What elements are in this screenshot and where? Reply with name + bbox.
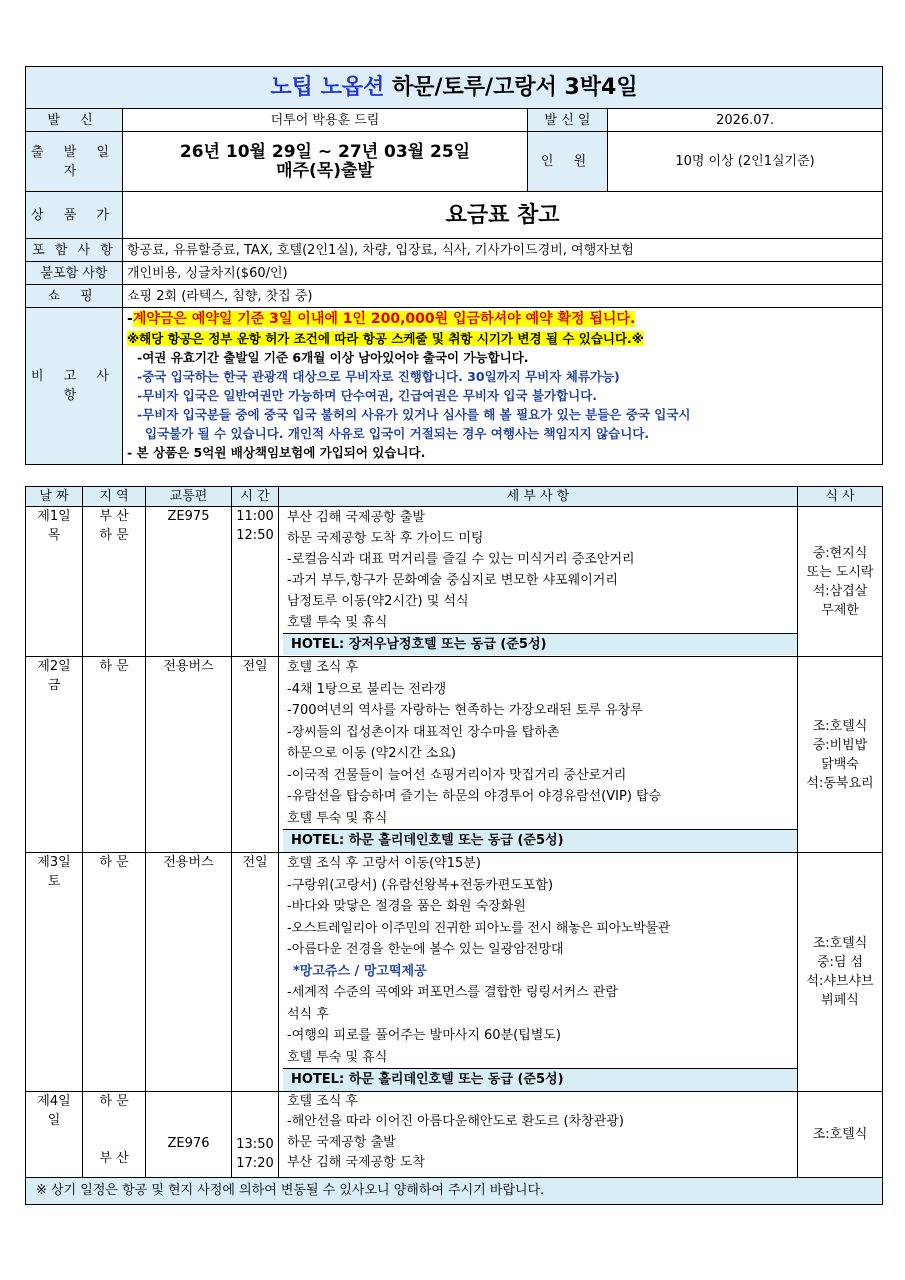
detail-line: -세계적 수준의 곡예와 퍼포먼스를 결합한 링링서커스 관람 [287, 985, 618, 1000]
day-cell [26, 1091, 83, 1177]
detail-line: 호텔 조식 후 고랑서 이동(약15분) [287, 856, 481, 871]
remark-deposit [127, 310, 878, 329]
remark-entry-denial: -무비자 입국분들 중에 중국 입국 불허의 사유가 있거나 심사를 해 볼 필요가 있는 분들은 중국 입국시 [137, 407, 691, 422]
info-table [25, 66, 883, 465]
region: 하 문 [99, 1093, 129, 1109]
day-number: 제1일 [37, 509, 71, 524]
meal: 석:샤브샤브 [806, 973, 874, 989]
people-value: 10명 이상 (2인1실기준) [608, 132, 883, 192]
region-cell [83, 1091, 146, 1177]
remark-passport: -여권 유효기간 출발일 기준 6개월 이상 남아있어야 출국이 가능합니다. [137, 350, 529, 365]
price-label: 상 품 가 [26, 192, 123, 239]
detail-line: -로컬음식과 대표 먹거리를 즐길 수 있는 미식거리 증조안거리 [287, 552, 635, 567]
region-cell: 하 문 [83, 853, 146, 1092]
meal-cell [798, 657, 883, 853]
departure-weekly: 매주(목)출발 [276, 160, 374, 181]
people-label: 인 원 [528, 132, 608, 192]
day-cell [26, 657, 83, 853]
detail-line: 호텔 투숙 및 휴식 [287, 810, 388, 826]
day-row-1 [26, 507, 883, 657]
meal: 중:현지식 [812, 545, 868, 561]
day-cell [26, 853, 83, 1092]
day-weekday: 금 [47, 678, 61, 693]
time: 17:20 [236, 1155, 274, 1171]
details-cell [279, 657, 798, 853]
meal: 중:딤 섬 [816, 954, 864, 970]
header-day: 날 짜 [26, 487, 83, 507]
day-weekday: 토 [47, 874, 61, 889]
day-row-2 [26, 657, 883, 853]
meal: 석:삼겹살 [812, 583, 868, 599]
detail-line: -여행의 피로를 풀어주는 발마사지 60분(팁별도) [287, 1028, 561, 1043]
detail-line: 호텔 투숙 및 휴식 [287, 1049, 388, 1065]
remark-dash: - [127, 311, 133, 327]
remark-flight-notice: ※해당 항공은 정부 운항 허가 조건에 따라 항공 스케줄 및 취항 시기가 변경 될 수 있습니다.※ [127, 331, 644, 346]
hotel-line: HOTEL: 장저우남정호텔 또는 동급 (준5성) [283, 633, 797, 655]
detail-line: -바다와 맞닿은 절경을 품은 화원 숙장화원 [287, 899, 526, 914]
exclude-value: 개인비용, 싱글차지($60/인) [123, 262, 883, 285]
detail-line: -유람선을 탑승하며 즐기는 하문의 야경투어 야경유람선(VIP) 탑승 [287, 789, 662, 804]
schedule-table [25, 486, 883, 1205]
day-weekday: 목 [47, 528, 61, 543]
detail-line: -4채 1탕으로 불리는 전라갱 [287, 681, 447, 697]
title-main: 하문/토루/고랑서 3박4일 [392, 75, 638, 100]
day-number: 제2일 [37, 659, 71, 674]
meal: 닭백숙 [821, 756, 859, 772]
detail-line: 호텔 조식 후 [287, 660, 359, 675]
header-meal: 식 사 [798, 487, 883, 507]
detail-line: 부산 김해 국제공항 출발 [287, 510, 425, 525]
meal: 무제한 [821, 602, 859, 618]
remarks-label: 비 고 사 항 [26, 308, 123, 465]
departure-dates: 26년 10월 29일 ~ 27년 03월 25일 [179, 141, 471, 162]
detail-line: 부산 김해 국제공항 도착 [287, 1155, 425, 1170]
remark-insurance: - 본 상품은 5억원 배상책임보험에 가입되어 있습니다. [127, 445, 426, 460]
time: 12:50 [236, 528, 274, 543]
detail-line: -해안선을 따라 이어진 아름다운해안도로 환도르 (차창관광) [287, 1114, 624, 1129]
time-cell [232, 507, 279, 657]
day-cell [26, 507, 83, 657]
include-value: 항공료, 유류할증료, TAX, 호텔(2인1실), 차량, 입장료, 식사, 기사가이드경비, 여행자보험 [123, 239, 883, 262]
detail-line: 하문 국제공항 도착 후 가이드 미팅 [287, 531, 484, 546]
meal-cell [798, 507, 883, 657]
meal: 조:호텔식 [812, 935, 868, 951]
send-date-value: 2026.07. [608, 109, 883, 132]
exclude-label: 불포함 사항 [26, 262, 123, 285]
detail-line: 호텔 조식 후 [287, 1093, 359, 1109]
hotel-line: HOTEL: 하문 홀리데인호텔 또는 동급 (준5성) [283, 1068, 797, 1091]
region-cell: 하 문 [83, 657, 146, 853]
sender-label: 발 신 [26, 109, 123, 132]
detail-line: 석식 후 [287, 1006, 329, 1022]
header-transport: 교통편 [146, 487, 232, 507]
title-prefix: 노팁 노옵션 [270, 75, 385, 100]
time: 11:00 [236, 509, 274, 524]
day-number: 제3일 [37, 855, 71, 870]
header-details: 세 부 사 항 [279, 487, 798, 507]
detail-line: -700여년의 역사를 자랑하는 현족하는 가장오래된 토루 유창루 [287, 703, 643, 718]
shopping-label: 쇼 핑 [26, 285, 123, 308]
remarks-block [123, 308, 883, 465]
time-cell [232, 1091, 279, 1177]
transport-cell: ZE975 [146, 507, 232, 657]
meal: 또는 도시락 [806, 564, 874, 580]
day-weekday: 일 [47, 1112, 61, 1128]
meal: 뷔페식 [821, 992, 859, 1008]
detail-line: 하문으로 이동 (약2시간 소요) [287, 746, 456, 761]
transport-cell: 전용버스 [146, 657, 232, 853]
header-region: 지 역 [83, 487, 146, 507]
region: 부 산 [99, 1150, 129, 1166]
details-cell [279, 853, 798, 1092]
departure-value [123, 132, 528, 192]
page-title [26, 67, 883, 109]
header-time: 시 간 [232, 487, 279, 507]
price-value: 요금표 참고 [123, 192, 883, 239]
details-cell [279, 507, 798, 657]
day-row-3 [26, 853, 883, 1092]
meal: 석:동북요리 [806, 775, 874, 791]
remark-entry-denial-2: 입국불가 될 수 있습니다. 개인적 사유로 입국이 거절되는 경우 여행사는 책임지지 않습니다. [145, 426, 650, 441]
details-cell [279, 1091, 798, 1177]
detail-line: 남정토루 이동(약2시간) 및 석식 [287, 594, 469, 609]
day-row-4 [26, 1091, 883, 1177]
detail-line: -오스트레일리아 이주민의 진귀한 피아노를 전시 해놓은 피아노박물관 [287, 920, 670, 936]
time: 13:50 [236, 1136, 274, 1152]
transport-cell: ZE976 [146, 1091, 232, 1177]
sender-value: 더투어 박용훈 드림 [123, 109, 528, 132]
meal-cell: 조:호텔식 [798, 1091, 883, 1177]
transport-cell: 전용버스 [146, 853, 232, 1092]
remark-visa-free: -중국 입국하는 한국 관광객 대상으로 무비자로 진행합니다. 30일까지 무비자 체류가능) [137, 369, 620, 384]
departure-label: 출 발 일 자 [26, 132, 123, 192]
meal: 중:비빔밥 [812, 737, 868, 753]
footer-note: ※ 상기 일정은 항공 및 현지 사정에 의하여 변동될 수 있사오니 양해하여 주시기 바랍니다. [26, 1177, 883, 1204]
region: 하 문 [99, 528, 129, 543]
detail-line: *망고쥬스 / 망고떡제공 [293, 963, 427, 979]
time-cell: 전일 [232, 853, 279, 1092]
detail-line: -이국적 건물들이 늘어선 쇼핑거리이자 맛집거리 중산로거리 [287, 767, 627, 783]
meal: 조:호텔식 [812, 718, 868, 734]
detail-line: -장씨들의 집성촌이자 대표적인 장수마을 탑하촌 [287, 724, 560, 740]
hotel-line: HOTEL: 하문 홀리데인호텔 또는 동급 (준5성) [283, 829, 797, 852]
meal-cell [798, 853, 883, 1092]
include-label: 포 함 사 항 [26, 239, 123, 262]
region: 부 산 [99, 509, 129, 524]
send-date-label: 발 신 일 [528, 109, 608, 132]
region-cell [83, 507, 146, 657]
detail-line: -과거 부두,항구가 문화예술 중심지로 변모한 샤포웨이거리 [287, 573, 618, 588]
remark-passport-type: -무비자 입국은 일반여권만 가능하며 단수여권, 긴급여권은 무비자 입국 불가합니다. [137, 388, 598, 403]
remark-deposit-text: 계약금은 예약일 기준 3일 이내에 1인 200,000원 입금하셔야 예약 확정 됩니다. [132, 311, 636, 327]
shopping-value: 쇼핑 2회 (라텍스, 침향, 찻집 중) [123, 285, 883, 308]
detail-line: 하문 국제공항 출발 [287, 1134, 396, 1150]
detail-line: -구랑위(고랑서) (유람선왕복+전동카편도포함) [287, 877, 554, 893]
detail-line: -아름다운 전경을 한눈에 볼수 있는 일광암전망대 [287, 942, 564, 957]
detail-line: 호텔 투숙 및 휴식 [287, 615, 388, 630]
day-number: 제4일 [37, 1093, 71, 1109]
time-cell: 전일 [232, 657, 279, 853]
